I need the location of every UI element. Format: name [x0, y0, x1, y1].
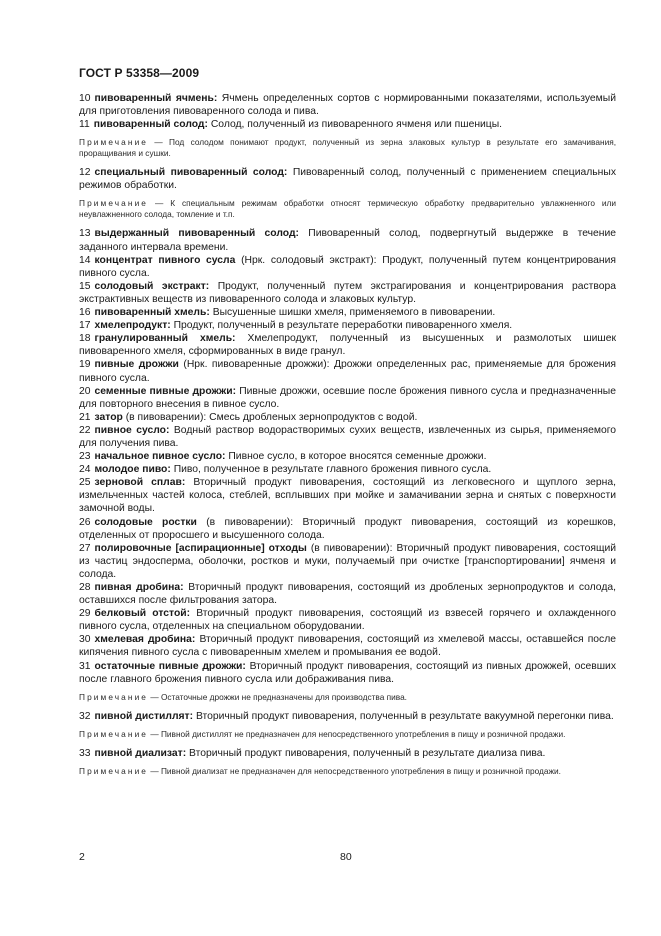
- term-definition: Пивное сусло, в которое вносятся семенные дрожжи.: [228, 451, 487, 463]
- term-definition: Вторичный продукт пивоварения, состоящий из дробленых зернопродуктов и солода, оставшихся после фильтрования затора.: [79, 582, 616, 607]
- note-label: Примечание: [79, 691, 149, 702]
- term-number: 21: [79, 411, 91, 423]
- term-number: 31: [79, 660, 91, 672]
- term-entry: [79, 254, 616, 280]
- terms-list: [79, 92, 616, 784]
- term-definition: Вторичный продукт пивоварения, состоящий из взвесей горячего и охлажденного пивного сусла, отделенных на специальном оборудовании.: [79, 608, 617, 633]
- term-number: 16: [79, 307, 91, 319]
- term-entry: [79, 424, 616, 450]
- term-name: хмелепродукт:: [94, 320, 171, 332]
- term-definition: Продукт, полученный путем экстрагирования и концентрирования раствора экстрактивных веществ из пивоваренного солода и злаковых культур.: [79, 280, 616, 305]
- note-label: Примечание: [79, 198, 149, 209]
- term-number: 29: [79, 608, 91, 620]
- term-name: пивоваренный хмель:: [94, 307, 210, 319]
- term-entry: [79, 92, 616, 118]
- term-definition: Вторичный продукт пивоварения, состоящий из пивных дрожжей, осевших после главного брожения пивного сусла или дображивания пива.: [79, 660, 617, 685]
- term-entry: [79, 463, 616, 476]
- term-number: 17: [79, 320, 91, 332]
- term-number: 11: [79, 119, 90, 131]
- note: [79, 137, 616, 159]
- term-number: 18: [79, 333, 91, 345]
- term-name: гранулированный хмель:: [94, 333, 236, 345]
- term-number: 15: [79, 280, 91, 292]
- term-definition: Вторичный продукт пивоварения, полученный в результате вакуумной перегонки пива.: [195, 710, 614, 722]
- term-definition: Вторичный продукт пивоварения, состоящий из корешков, отделенных от проросшего и высушенного солода.: [79, 516, 616, 541]
- note-label: Примечание: [79, 137, 149, 148]
- term-entry: [79, 227, 616, 253]
- term-name: пивоваренный солод:: [93, 119, 208, 131]
- term-number: 30: [79, 634, 91, 646]
- term-entry: [79, 450, 616, 463]
- document-header: ГОСТ Р 53358—2009: [79, 66, 200, 80]
- term-name: пивной дистиллят:: [94, 710, 194, 722]
- term-definition: Дрожжи определенных рас, применяемые для брожения пивного сусла.: [79, 359, 616, 384]
- term-entry: [79, 633, 616, 659]
- note: [79, 198, 616, 220]
- term-definition: Водный раствор водорастворимых сухих веществ, извлеченных из сырья, применяемого для получения пива.: [79, 424, 617, 449]
- term-number: 26: [79, 516, 91, 528]
- term-number: 25: [79, 477, 91, 489]
- term-definition: Вторичный продукт пивоварения, полученный в результате диализа пива.: [189, 747, 546, 759]
- note-text: — К специальным режимам обработки относят термическую обработку предварительно увлажненного или неувлажненного солода, томление и т.п.: [79, 198, 616, 220]
- term-entry: [79, 358, 616, 384]
- term-entry: [79, 516, 616, 542]
- center-page-number: 80: [340, 851, 352, 863]
- term-qualifier: (в пивоварении):: [310, 542, 393, 554]
- term-entry: [79, 280, 616, 306]
- term-definition: Солод, полученный из пивоваренного ячменя или пшеницы.: [210, 119, 503, 131]
- term-definition: Пивоваренный солод, подвергнутый выдержке в течение заданного интервала времени.: [79, 228, 616, 253]
- note-label: Примечание: [79, 728, 149, 739]
- term-definition: Пиво, полученное в результате главного брожения пивного сусла.: [173, 464, 492, 476]
- term-name: хмелевая дробина:: [94, 634, 196, 646]
- note: [79, 766, 616, 777]
- term-definition: Смесь дробленых зернопродуктов с водой.: [209, 411, 418, 423]
- term-definition: Хмелепродукт, полученный из высушенных и размолотых шишек пивоваренного хмеля, сформированных в виде гранул.: [79, 333, 616, 358]
- term-qualifier: (в пивоварении):: [206, 516, 294, 528]
- term-number: 33: [79, 747, 91, 759]
- note-text: — Пивной диализат не предназначен для непосредственного употребления в пищу и розничной продажи.: [150, 765, 561, 776]
- term-definition: Ячмень определенных сортов с нормированными показателями, используемый для приготовления пивоваренного солода и пива.: [79, 93, 616, 118]
- term-number: 10: [79, 93, 91, 104]
- term-qualifier: (Нрк. пивоваренные дрожжи):: [183, 359, 330, 371]
- term-definition: Пивные дрожжи, осевшие после брожения пивного сусла и предназначенные для повторного внесения в пивное сусло.: [79, 385, 616, 410]
- term-entry: [79, 332, 616, 358]
- term-entry: [79, 166, 616, 192]
- term-entry: [79, 607, 616, 633]
- term-number: 23: [79, 451, 91, 463]
- term-number: 24: [79, 464, 91, 476]
- note-label: Примечание: [79, 765, 149, 776]
- term-name: зерновой сплав:: [94, 477, 186, 489]
- term-qualifier: (в пивоварении):: [125, 411, 207, 423]
- note: [79, 729, 616, 740]
- term-name: концентрат пивного сусла: [94, 254, 236, 266]
- term-name: белковый отстой:: [94, 608, 191, 620]
- term-name: остаточные пивные дрожжи:: [94, 660, 246, 672]
- term-name: молодое пиво:: [94, 464, 171, 476]
- term-name: солодовые ростки: [94, 516, 197, 528]
- note-text: — Остаточные дрожжи не предназначены для производства пива.: [150, 691, 407, 702]
- term-number: 12: [79, 167, 91, 179]
- term-name: пивной диализат:: [94, 747, 187, 759]
- note-text: — Под солодом понимают продукт, полученный из зерна злаковых культур в результате его замачивания, проращивания и сушки.: [79, 137, 616, 159]
- term-name: пивное сусло:: [94, 424, 170, 436]
- term-number: 14: [79, 254, 91, 266]
- term-entry: [79, 542, 616, 581]
- term-number: 20: [79, 385, 91, 397]
- term-definition: Вторичный продукт пивоварения, состоящий из частиц эндосперма, оболочки, ростков и муки, получаемый при очистке [транспортировании] ячменя и солода.: [79, 542, 617, 580]
- term-name: солодовый экстракт:: [94, 280, 210, 292]
- term-entry: [79, 476, 616, 515]
- term-number: 19: [79, 359, 91, 371]
- term-number: 27: [79, 542, 91, 554]
- term-entry: [79, 306, 616, 319]
- term-name: специальный пивоваренный солод:: [94, 167, 288, 179]
- term-definition: Вторичный продукт пивоварения, состоящий из легковесного и щуплого зерна, измельченных частей колоса, стеблей, всплывших при мойке и замачивании зерна и снятых с поверхности замочной воды.: [79, 477, 617, 515]
- term-entry: [79, 747, 616, 760]
- term-number: 13: [79, 228, 91, 240]
- term-name: пивные дрожжи: [94, 359, 179, 371]
- term-entry: [79, 411, 616, 424]
- term-number: 28: [79, 582, 91, 593]
- term-qualifier: (Нрк. солодовый экстракт):: [241, 254, 377, 266]
- term-number: 32: [79, 710, 91, 722]
- term-definition: Высушенные шишки хмеля, применяемого в пивоварении.: [212, 307, 496, 319]
- term-name: выдержанный пивоваренный солод:: [94, 228, 299, 240]
- term-entry: [79, 118, 616, 131]
- note-text: — Пивной дистиллят не предназначен для непосредственного употребления в пищу и розничной продажи.: [150, 728, 566, 739]
- term-entry: [79, 710, 616, 723]
- term-entry: [79, 319, 616, 332]
- term-entry: [79, 385, 616, 411]
- term-name: пивная дробина:: [94, 582, 184, 593]
- page-number: 2: [79, 851, 85, 863]
- term-name: семенные пивные дрожжи:: [94, 385, 237, 397]
- term-name: пивоваренный ячмень:: [94, 93, 218, 104]
- term-entry: [79, 581, 616, 607]
- note: [79, 692, 616, 703]
- term-definition: Продукт, полученный в результате переработки пивоваренного хмеля.: [173, 320, 513, 332]
- term-number: 22: [79, 424, 91, 436]
- term-definition: Вторичный продукт пивоварения, состоящий из хмелевой массы, оставшейся после кипячения пивного сусла с пивоваренным хмелем и промывания ее водой.: [79, 634, 617, 659]
- term-entry: [79, 660, 616, 686]
- term-name: полировочные [аспирационные] отходы: [94, 542, 307, 554]
- term-definition: Пивоваренный солод, полученный с применением специальных режимов обработки.: [79, 167, 616, 192]
- term-name: затор: [94, 411, 123, 423]
- term-name: начальное пивное сусло:: [94, 451, 226, 463]
- term-definition: Продукт, полученный путем концентрирования пивного сусла.: [79, 254, 617, 279]
